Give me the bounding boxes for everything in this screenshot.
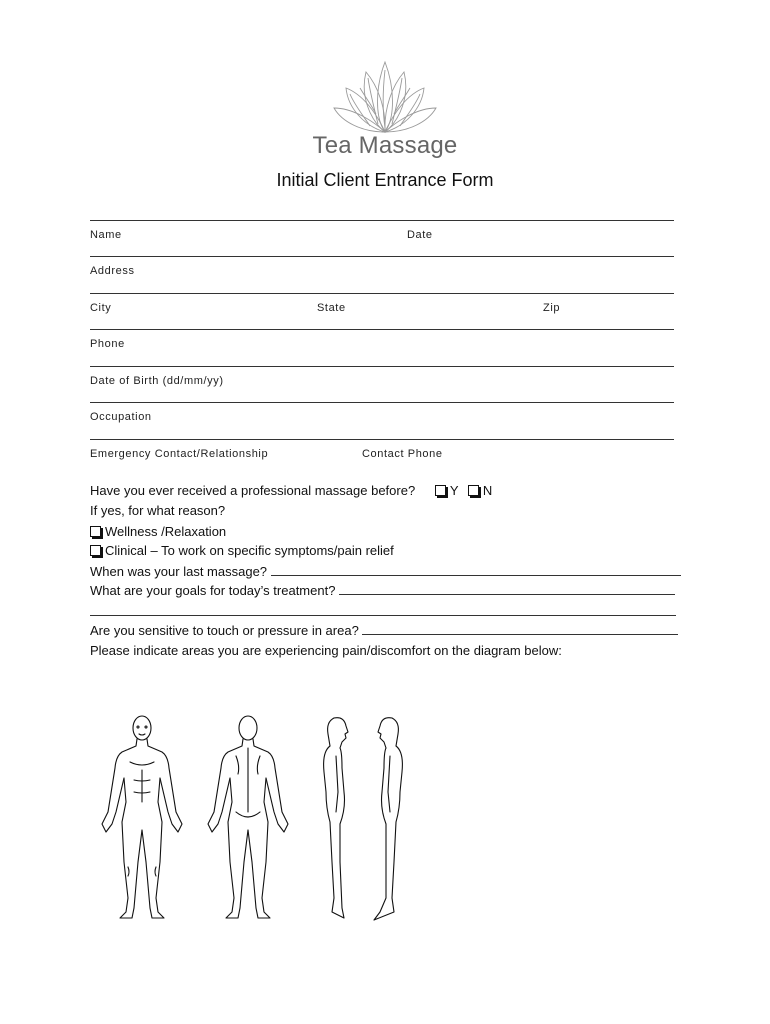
question-if-yes: If yes, for what reason? <box>90 503 226 518</box>
brand-name: Tea Massage <box>312 132 458 159</box>
last-massage-field[interactable] <box>271 563 681 576</box>
state-label: State <box>317 302 346 314</box>
emergency-contact-label: Emergency Contact/Relationship <box>90 448 269 460</box>
back-view-figure <box>208 716 288 918</box>
goals-extra-line[interactable] <box>90 615 676 616</box>
last-massage-text: When was your last massage? <box>90 564 268 579</box>
question-last-massage <box>90 563 681 580</box>
clinical-label: Clinical – To work on specific symptoms/pain relief <box>105 543 394 558</box>
clinical-checkbox[interactable] <box>90 545 101 556</box>
left-side-view-figure <box>374 718 402 920</box>
right-side-view-figure <box>324 718 348 918</box>
address-line[interactable] <box>90 256 674 257</box>
sensitive-text: Are you sensitive to touch or pressure in area? <box>90 623 359 638</box>
dob-label: Date of Birth (dd/mm/yy) <box>90 375 224 387</box>
lotus-logo-icon <box>330 48 440 138</box>
emergency-line[interactable] <box>90 439 674 440</box>
option-wellness <box>90 524 226 540</box>
form-title: Initial Client Entrance Form <box>276 170 494 190</box>
phone-line[interactable] <box>90 329 674 330</box>
goals-field[interactable] <box>339 582 675 595</box>
dob-line[interactable] <box>90 366 674 367</box>
city-line[interactable] <box>90 293 674 294</box>
option-clinical <box>90 543 394 559</box>
yes-no-options <box>429 483 492 498</box>
question-goals <box>90 582 675 599</box>
sensitive-field[interactable] <box>362 622 678 635</box>
question-received-before <box>90 483 492 499</box>
name-label: Name <box>90 229 122 241</box>
occupation-line[interactable] <box>90 402 674 403</box>
name-line[interactable] <box>90 220 674 221</box>
yes-checkbox[interactable] <box>435 485 446 496</box>
zip-label: Zip <box>543 302 561 314</box>
contact-phone-label: Contact Phone <box>362 448 443 460</box>
front-view-figure <box>102 716 182 918</box>
occupation-label: Occupation <box>90 411 152 423</box>
date-label: Date <box>407 229 433 241</box>
body-diagram[interactable] <box>90 712 420 927</box>
goals-text: What are your goals for today’s treatment? <box>90 583 336 598</box>
phone-label: Phone <box>90 338 125 350</box>
wellness-checkbox[interactable] <box>90 526 101 537</box>
question-sensitive <box>90 622 678 639</box>
address-label: Address <box>90 265 135 277</box>
question-diagram: Please indicate areas you are experiencing pain/discomfort on the diagram below: <box>90 643 562 658</box>
wellness-label: Wellness /Relaxation <box>105 524 227 539</box>
question-received-before-text: Have you ever received a professional massage before? <box>90 483 416 498</box>
no-label: N <box>482 483 493 498</box>
no-checkbox[interactable] <box>468 485 479 496</box>
yes-label: Y <box>449 483 459 498</box>
city-label: City <box>90 302 112 314</box>
